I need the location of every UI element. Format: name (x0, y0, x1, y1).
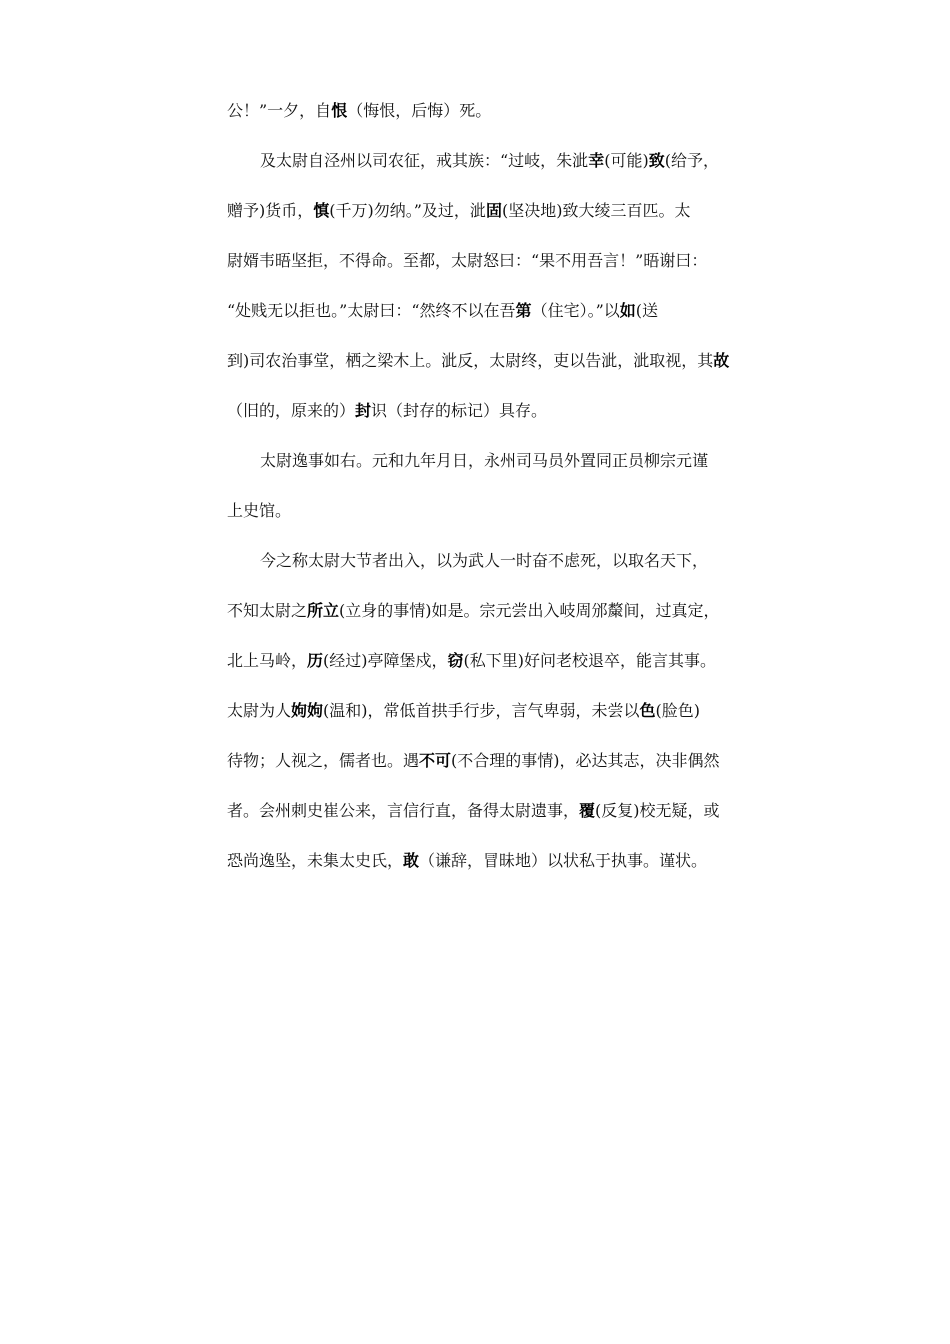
text-line (227, 798, 727, 824)
text-segment: (反复)校无疑，或 (595, 801, 720, 820)
text-segment: (送 (635, 301, 659, 320)
bold-keyword: 敢 (403, 851, 420, 870)
bold-keyword: 不可 (419, 751, 452, 770)
bold-keyword: 封 (355, 401, 372, 420)
text-segment: 赠予)货币， (227, 201, 314, 220)
text-segment: 及太尉自泾州以司农征，戒其族：“过岐，朱泚 (260, 151, 589, 170)
text-line (227, 298, 727, 324)
text-line (260, 548, 727, 574)
bold-keyword: 致 (648, 151, 665, 170)
text-segment: （悔恨，后悔）死。 (347, 101, 492, 120)
text-segment: 尉婿韦晤坚拒，不得命。至都，太尉怒曰：“果不用吾言！”晤谢曰： (227, 251, 708, 270)
text-line (227, 98, 727, 124)
bold-keyword: 所立 (307, 601, 340, 620)
text-segment: (可能) (604, 151, 649, 170)
text-line (227, 648, 727, 674)
text-segment: （住宅）。”以 (531, 301, 620, 320)
text-line (227, 748, 727, 774)
bold-keyword: 历 (307, 651, 324, 670)
bold-keyword: 恨 (331, 101, 348, 120)
text-line (227, 598, 727, 624)
text-segment: 太尉为人 (227, 701, 292, 720)
bold-keyword: 故 (713, 351, 730, 370)
bold-keyword: 姁姁 (291, 701, 324, 720)
bold-keyword: 色 (639, 701, 656, 720)
text-segment: 不知太尉之 (227, 601, 308, 620)
text-line (260, 148, 727, 174)
text-segment: (经过)亭障堡戍， (323, 651, 448, 670)
bold-keyword: 第 (515, 301, 532, 320)
bold-keyword: 固 (485, 201, 502, 220)
bold-keyword: 幸 (588, 151, 605, 170)
text-segment: 今之称太尉大节者出入，以为武人一时奋不虑死，以取名天下， (260, 551, 709, 570)
bold-keyword: 慎 (313, 201, 330, 220)
text-segment: 公！”一夕，自 (227, 101, 332, 120)
text-line (227, 498, 727, 524)
text-segment: (立身的事情)如是。宗元尝出入岐周邠斄间，过真定， (339, 601, 720, 620)
text-line (227, 398, 727, 424)
bold-keyword: 如 (619, 301, 636, 320)
text-segment: (给予， (664, 151, 719, 170)
text-segment: (不合理的事情)，必达其志，决非偶然 (451, 751, 720, 770)
text-line (260, 448, 727, 474)
text-segment: （旧的，原来的） (227, 401, 356, 420)
text-segment: (温和)，常低首拱手行步，言气卑弱，未尝以 (323, 701, 640, 720)
bold-keyword: 窃 (447, 651, 464, 670)
text-segment: (坚决地)致大绫三百匹。太 (501, 201, 691, 220)
text-line (227, 698, 727, 724)
text-segment: (脸色) (655, 701, 701, 720)
text-segment: (千万)勿纳。”及过，泚 (329, 201, 486, 220)
text-segment: “处贱无以拒也。”太尉曰：“然终不以在吾 (227, 301, 516, 320)
text-segment: （谦辞，冒昧地）以状私于执事。谨状。 (419, 851, 708, 870)
text-segment: 北上马岭， (227, 651, 308, 670)
text-line (227, 248, 727, 274)
bold-keyword: 覆 (579, 801, 596, 820)
text-segment: 上史馆。 (227, 501, 292, 520)
text-line (227, 198, 727, 224)
text-segment: 恐尚逸坠，未集太史氏， (227, 851, 404, 870)
text-segment: 太尉逸事如右。元和九年月日，永州司马员外置同正员柳宗元谨 (260, 451, 709, 470)
text-segment: 者。会州刺史崔公来，言信行直，备得太尉遗事， (227, 801, 580, 820)
text-segment: (私下里)好问老校退卒，能言其事。 (463, 651, 717, 670)
text-line (227, 848, 727, 874)
text-segment: 识（封存的标记）具存。 (371, 401, 548, 420)
text-segment: 待物；人视之，儒者也。遇 (227, 751, 420, 770)
text-segment: 到)司农治事堂，栖之梁木上。泚反，太尉终，吏以告泚，泚取视，其 (227, 351, 714, 370)
text-line (227, 348, 730, 374)
